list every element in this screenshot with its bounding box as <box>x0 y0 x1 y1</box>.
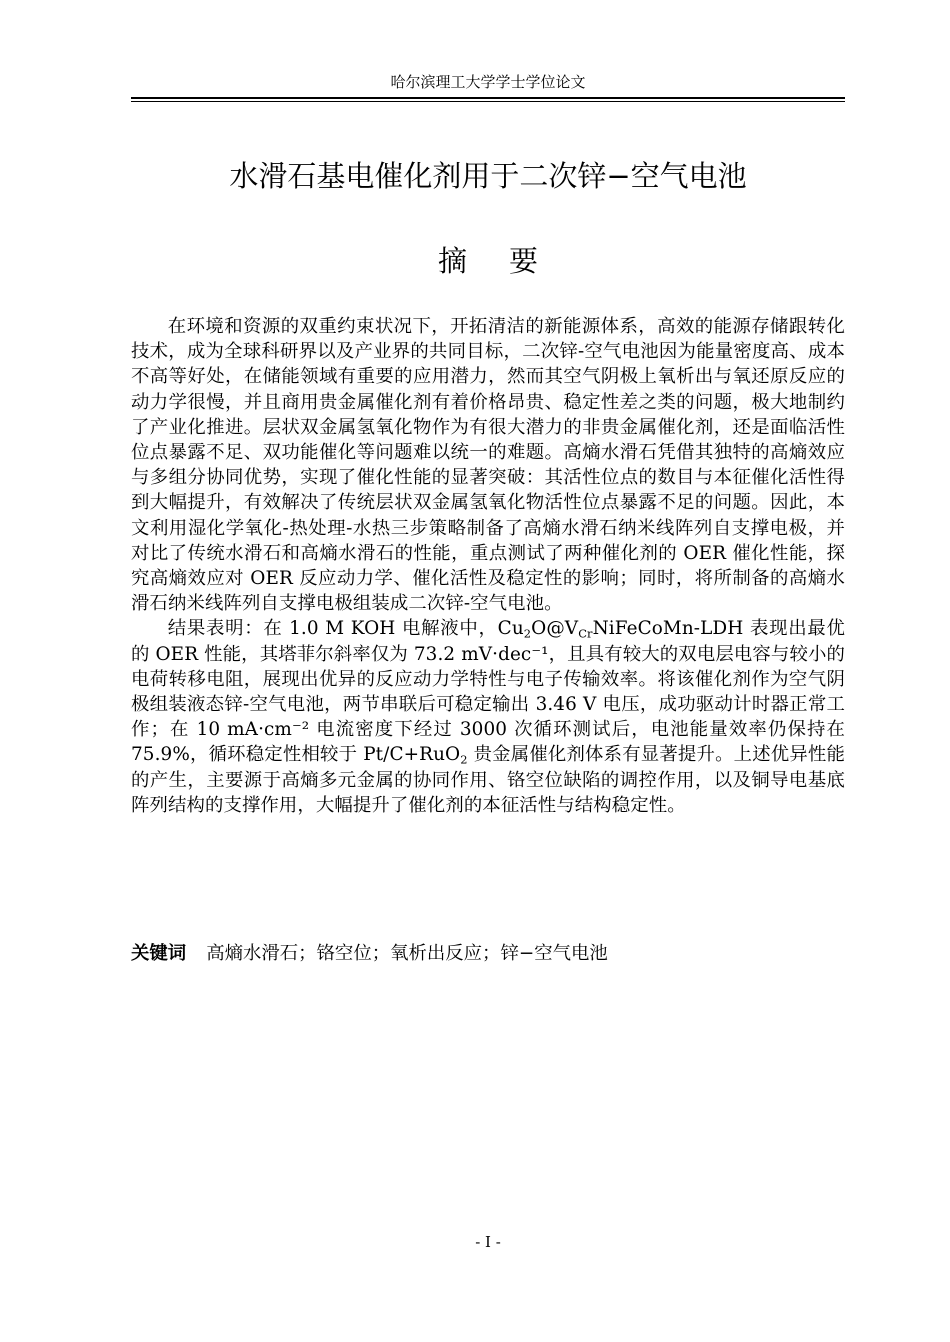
keywords-text: 高熵水滑石；铬空位；氧析出反应；锌−空气电池 <box>206 943 608 964</box>
p2-ruo2-subscript: 2 <box>460 752 468 767</box>
header-rule-thin <box>131 101 845 102</box>
abstract-heading-char-1: 摘 <box>437 244 467 278</box>
page-number: - I - <box>475 1233 501 1251</box>
keywords-line <box>131 941 845 967</box>
thesis-title: 水滑石基电催化剂用于二次锌−空气电池 <box>229 159 747 193</box>
abstract-heading-char-2: 要 <box>509 244 539 278</box>
p2-lead: 结果表明：在 1.0 M KOH 电解液中， <box>167 618 498 640</box>
abstract-body <box>131 314 845 818</box>
abstract-paragraph-2 <box>131 616 845 818</box>
keywords-label: 关键词 <box>131 943 187 964</box>
p2-cu: Cu <box>497 618 524 640</box>
abstract-heading <box>131 241 845 281</box>
p2-ov: O@V <box>531 618 579 640</box>
p2-tail: 贵金属催化剂体系有显著提升。上述优异性能的产生，主要源于高熵多元金属的协同作用、铬空位缺陷的调控作用，以及铜导电基底阵列结构的支撑作用，大幅提升了催化剂的本征活性与结构稳定性。 <box>131 744 846 816</box>
p2-cu-subscript: 2 <box>523 626 532 641</box>
p2-vcr-subscript: Cr <box>578 626 593 641</box>
abstract-paragraph-1: 在环境和资源的双重约束状况下，开拓清洁的新能源体系，高效的能源存储跟转化技术，成为全球科研界以及产业界的共同目标，二次锌-空气电池因为能量密度高、成本不高等好处，在储能领域有重要的应用潜力，然而其空气阴极上氧析出与氧还原反应的动力学很慢，并且商用贵金属催化剂有着价格昂贵、稳定性差之类的问题，极大地制约了产业化推进。层状双金属氢氧化物作为有很大潜力的非贵金属催化剂，还是面临活性位点暴露不足、双功能催化等问题难以统一的难题。高熵水滑石凭借其独特的高熵效应与多组分协同优势，实现了催化性能的显著突破：其活性位点的数目与本征催化活性得到大幅提升，有效解决了传统层状双金属氢氧化物活性位点暴露不足的问题。因此，本文利用湿化学氧化-热处理-水热三步策略制备了高熵水滑石纳米线阵列自支撑电极，并对比了传统水滑石和高熵水滑石的性能，重点测试了两种催化剂的 OER 催化性能，探究高熵效应对 OER 反应动力学、催化活性及稳定性的影响；同时，将所制备的高熵水滑石纳米线阵列自支撑电极组装成二次锌-空气电池。 <box>131 316 845 615</box>
p2-rest: NiFeCoMn-LDH 表现出最优的 OER 性能，其塔菲尔斜率仅为 73.2 mV·dec⁻¹，且具有较大的双电层电容与较小的电荷转移电阻，展现出优异的反应动力学特性与电子传输效率。将该催化剂作为空气阴极组装液态锌-空气电池，两节串联后可稳定输出 3.46 V 电压，成功驱动计时器正常工作；在 10 mA·cm⁻² 电流密度下经过 3000 次循环测试后，电池能量效率仍保持在 75.9%，循环稳定性相较于 Pt/C+RuO <box>131 618 845 766</box>
header-rule-thick <box>131 97 845 99</box>
running-header: 哈尔滨理工大学学士学位论文 <box>390 73 586 91</box>
